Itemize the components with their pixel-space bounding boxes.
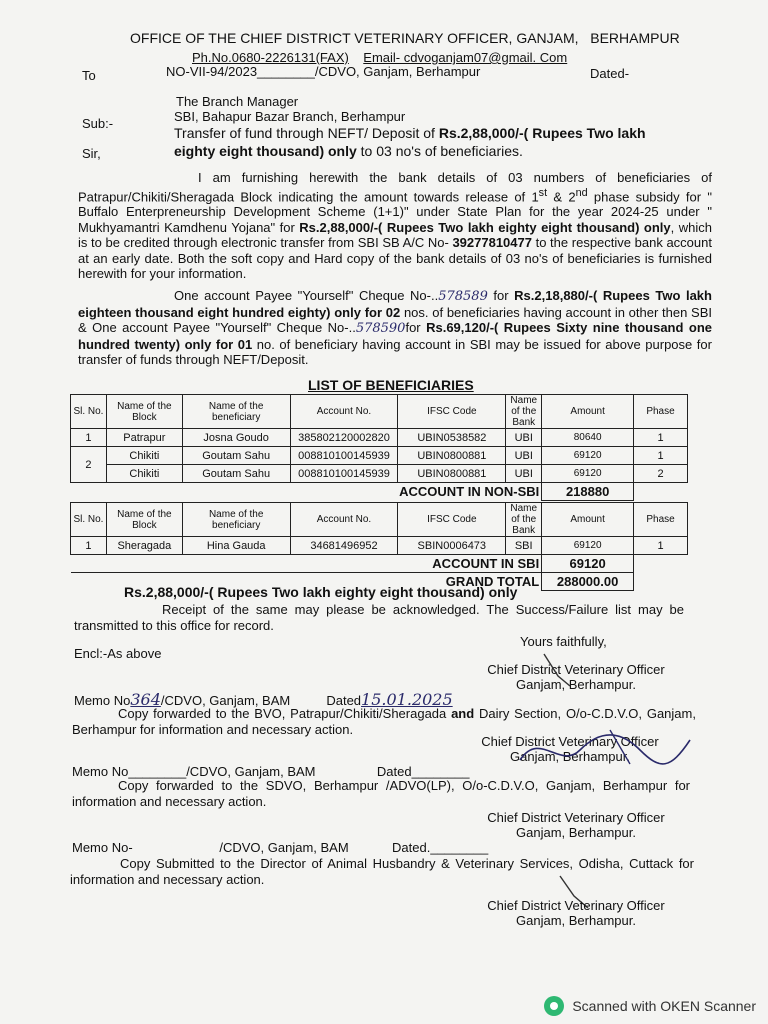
- phone: Ph.No.0680-2226131(FAX): [192, 50, 349, 65]
- table-row: 1 Patrapur Josna Goudo 385802120002820 UBIN0538582 UBI 80640 1: [71, 429, 688, 447]
- letter-number: NO-VII-94/2023________/CDVO, Ganjam, Berhampur: [166, 64, 481, 79]
- memo-2-text: Copy forwarded to the SDVO, Berhampur /ADVO(LP), O/o-C.D.V.O, Ganjam, Berhampur for information and necessary action.: [72, 778, 690, 809]
- subject-line2: eighty eight thousand) only to 03 no's of beneficiaries.: [174, 143, 523, 159]
- memo-3-text: Copy Submitted to the Director of Animal Husbandry & Veterinary Services, Odisha, Cuttack for information and necessary action.: [70, 856, 694, 887]
- memo-1-line: Memo No364/CDVO, Ganjam, BAM Dated15.01.2025: [74, 690, 453, 709]
- header-ifsc: IFSC Code: [398, 395, 506, 429]
- amount-in-words: Rs.2,88,000/-( Rupees Two lakh eighty eight thousand) only: [124, 584, 518, 600]
- memo-3-line: Memo No- /CDVO, Ganjam, BAM Dated.________: [72, 840, 489, 855]
- signature-block-2: Chief District Veterinary Officer Ganjam, Berhampur.: [481, 734, 659, 764]
- memo-2-line: Memo No________/CDVO, Ganjam, BAM Dated________: [72, 764, 470, 779]
- table-row: 1 Sheragada Hina Gauda 34681496952 SBIN0006473 SBI 69120 1: [71, 537, 688, 555]
- body-paragraph-2: One account Payee "Yourself" Cheque No-..578589 for Rs.2,18,880/-( Rupees Two lakh eighteen thousand eight hundred eighty) only for 02 nos. of beneficiaries having account in other then SBI & One account Payee "Yourself" Cheque No-..578590for Rs.69,120/-( Rupees Sixty nine thousand one hundred twenty) only for 01 no. of beneficiary having account in SBI may be issued for above purpose for transfer of funds through NEFT/Deposit.: [78, 288, 713, 367]
- header-account: Account No.: [290, 395, 398, 429]
- table-row: 2 Chikiti Goutam Sahu 008810100145939 UBIN0800881 UBI 69120 1: [71, 447, 688, 465]
- signature-block-4: Chief District Veterinary Officer Ganjam, Berhampur.: [487, 898, 665, 928]
- table-row: Chikiti Goutam Sahu 008810100145939 UBIN0800881 UBI 69120 2: [71, 465, 688, 483]
- memo-1-number: 364: [130, 690, 161, 709]
- contact-line: [192, 50, 567, 65]
- dated-label: Dated-: [590, 66, 630, 81]
- signature-block-1: Chief District Veterinary Officer Ganjam, Berhampur.: [487, 662, 665, 692]
- sbi-table: [70, 502, 688, 591]
- table-header-row: Sl. No. Name of the Block Name of the beneficiary Account No. IFSC Code Name of the Bank Amount Phase: [71, 503, 688, 537]
- signature-block-3: Chief District Veterinary Officer Ganjam, Berhampur.: [487, 810, 665, 840]
- non-sbi-total-row: ACCOUNT IN NON-SBI 218880: [71, 483, 688, 501]
- recipient-title: The Branch Manager: [176, 94, 299, 109]
- table-header-row: [71, 395, 688, 429]
- grand-total-row: GRAND TOTAL 288000.00: [71, 573, 688, 591]
- body-paragraph-1: I am furnishing herewith the bank details of 03 numbers of beneficiaries of Patrapur/Chikiti/Sheragada Block indicating the amount towards release of 1st & 2nd phase subsidy for " Buffalo Enterpreneurship Development Scheme (1+1)" under State Plan for the year 2024-25 under " Mukhyamantri Kamdhenu Yojana" for Rs.2,88,000/-( Rupees Two lakh eighty eight thousand) only, which is to be credited through electronic transfer from SBI SB A/C No- 39277810477 to the respective bank account at an early date. Both the soft copy and Hard copy of the bank details of 03 no's of beneficiaries is furnished herewith for your information.: [78, 170, 712, 282]
- signature-mark-icon: [540, 650, 580, 690]
- oken-logo-icon: [544, 996, 564, 1016]
- header-phase: Phase: [634, 395, 688, 429]
- scanner-watermark: Scanned with OKEN Scanner: [544, 996, 756, 1016]
- to-label: To: [82, 68, 96, 83]
- salutation: Sir,: [82, 146, 101, 161]
- email: Email- cdvoganjam07@gmail. Com: [363, 50, 568, 65]
- yours-faithfully: Yours faithfully,: [520, 634, 607, 649]
- recipient-branch: SBI, Bahapur Bazar Branch, Berhampur: [174, 109, 406, 124]
- header-beneficiary: Name of the beneficiary: [182, 395, 290, 429]
- subject-label: Sub:-: [82, 116, 114, 131]
- office-title: OFFICE OF THE CHIEF DISTRICT VETERINARY OFFICER, GANJAM, BERHAMPUR: [130, 30, 680, 46]
- list-title: LIST OF BENEFICIARIES: [308, 377, 474, 393]
- enclosure: Encl:-As above: [74, 646, 162, 661]
- header-sl: Sl. No.: [71, 395, 107, 429]
- cheque-number-2: 578590: [355, 321, 406, 336]
- non-sbi-table: [70, 394, 688, 501]
- sbi-total-row: ACCOUNT IN SBI 69120: [71, 555, 688, 573]
- handwritten-signature-icon: [510, 720, 700, 780]
- header-amount: Amount: [542, 395, 634, 429]
- memo-1-date: 15.01.2025: [361, 690, 453, 709]
- receipt-paragraph: Receipt of the same may please be acknowledged. The Success/Failure list may be transmitted to this office for record.: [74, 602, 684, 633]
- memo-1-text: Copy forwarded to the BVO, Patrapur/Chikiti/Sheragada and Dairy Section, O/o-C.D.V.O, Ganjam, Berhampur for information and necessary action.: [72, 706, 696, 737]
- cheque-number-1: 578589: [438, 289, 488, 304]
- subject-line1: Transfer of fund through NEFT/ Deposit of Rs.2,88,000/-( Rupees Two lakh: [174, 125, 646, 141]
- header-block: Name of the Block: [106, 395, 182, 429]
- header-bank: Name of the Bank: [506, 395, 542, 429]
